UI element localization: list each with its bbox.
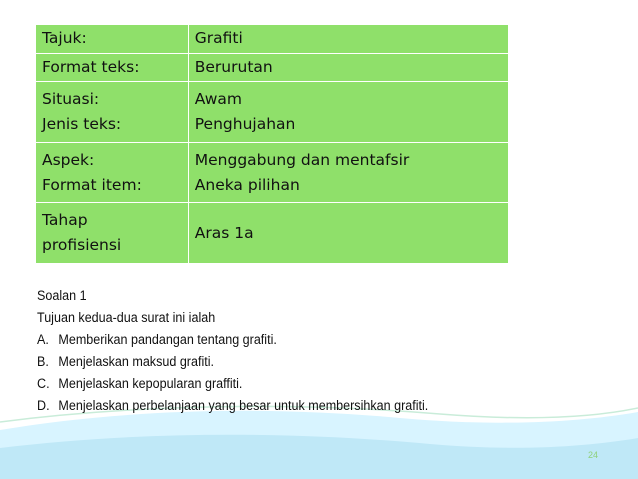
answer-option-d [37,395,558,417]
table-value: Awam [194,90,243,109]
page-number: 24 [587,450,598,460]
table-value: Aras 1a [194,223,254,242]
question-prompt: Tujuan kedua-dua surat ini ialah [37,310,216,325]
table-value-cell [188,82,508,143]
table-value: Aneka pilihan [194,175,300,194]
table-label-cell [36,142,189,203]
table-label: Format item: [42,175,142,194]
table-value-cell [188,142,508,203]
table-label-cell [36,203,189,264]
table-label-cell [36,82,189,143]
table-label: Tahap [42,211,88,230]
option-letter: B. [37,354,49,369]
question-block [37,285,558,417]
option-letter: D. [37,398,50,413]
table-label: Tajuk: [42,29,87,48]
table-label: Format teks: [42,57,140,76]
answer-option-a [37,329,558,351]
table-label: Jenis teks: [42,115,122,134]
table-value: Menggabung dan mentafsir [194,150,410,169]
table-row [36,82,509,143]
table-value-cell [188,25,508,54]
option-text: Menjelaskan kepopularan graffiti. [58,376,243,391]
table-label: profisiensi [42,236,122,255]
table-label: Aspek: [42,150,95,169]
answer-option-c [37,373,558,395]
table-value: Penghujahan [194,115,296,134]
table-label-cell [36,53,189,82]
table-label: Situasi: [42,90,100,109]
answer-option-b [37,351,558,373]
option-letter: A. [37,332,49,347]
option-text: Menjelaskan maksud grafiti. [58,354,215,369]
question-title: Soalan 1 [37,288,87,303]
info-table [35,24,509,264]
table-value: Grafiti [194,29,243,48]
table-row [36,25,509,54]
option-text: Menjelaskan perbelanjaan yang besar untuk membersihkan grafiti. [58,398,429,413]
table-row [36,203,509,264]
table-value: Berurutan [194,57,273,76]
table-value-cell [188,53,508,82]
option-letter: C. [37,376,50,391]
option-text: Memberikan pandangan tentang grafiti. [58,332,277,347]
table-label-cell [36,25,189,54]
table-row [36,142,509,203]
table-value-cell [188,203,508,264]
table-row [36,53,509,82]
